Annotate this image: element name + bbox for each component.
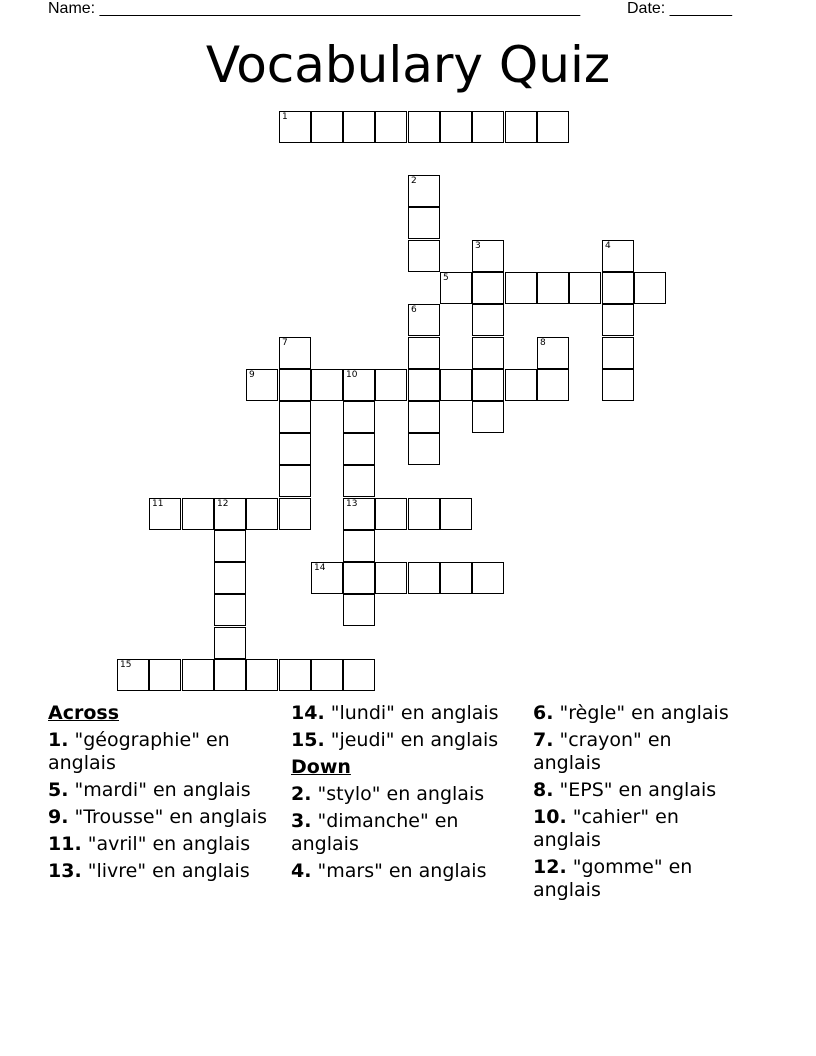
crossword-cell[interactable] xyxy=(537,111,569,143)
crossword-cell[interactable] xyxy=(602,369,634,401)
crossword-cell[interactable] xyxy=(343,659,375,691)
crossword-cell[interactable] xyxy=(602,240,634,272)
page-title: Vocabulary Quiz xyxy=(205,36,611,94)
cell-number: 5 xyxy=(443,273,449,283)
crossword-cell[interactable] xyxy=(408,111,440,143)
crossword-cell[interactable] xyxy=(343,562,375,594)
clue-across-11 xyxy=(48,833,278,856)
crossword-cell[interactable] xyxy=(472,240,504,272)
crossword-cell[interactable] xyxy=(602,304,634,336)
crossword-cell[interactable] xyxy=(214,659,246,691)
crossword-cell[interactable] xyxy=(311,659,343,691)
crossword-cell[interactable] xyxy=(343,465,375,497)
crossword-cell[interactable] xyxy=(343,594,375,626)
crossword-cell[interactable] xyxy=(408,498,440,530)
crossword-cell[interactable] xyxy=(182,498,214,530)
crossword-cell[interactable] xyxy=(440,111,472,143)
crossword-cell[interactable] xyxy=(472,337,504,369)
crossword-cell[interactable] xyxy=(505,272,537,304)
crossword-cell[interactable] xyxy=(214,594,246,626)
crossword-cell[interactable] xyxy=(246,659,278,691)
clue-down-8 xyxy=(533,779,743,802)
across-heading: Across xyxy=(48,702,120,724)
clue-text: "livre" en anglais xyxy=(81,860,250,882)
crossword-cell[interactable] xyxy=(214,562,246,594)
crossword-cell[interactable] xyxy=(408,369,440,401)
crossword-cell[interactable] xyxy=(569,272,601,304)
crossword-cell[interactable] xyxy=(182,659,214,691)
crossword-cell[interactable] xyxy=(149,659,181,691)
clue-across-13 xyxy=(48,860,278,883)
cell-number: 11 xyxy=(152,499,164,509)
crossword-cell[interactable] xyxy=(279,369,311,401)
crossword-cell[interactable] xyxy=(279,111,311,143)
cell-number: 9 xyxy=(249,370,255,380)
clue-text: "stylo" en anglais xyxy=(311,783,485,805)
crossword-cell[interactable] xyxy=(408,433,440,465)
cell-number: 10 xyxy=(346,370,358,380)
crossword-cell[interactable] xyxy=(375,498,407,530)
clue-number: 8. xyxy=(533,779,554,801)
crossword-cell[interactable] xyxy=(408,175,440,207)
clue-text: "EPS" en anglais xyxy=(553,779,717,801)
clue-down-10 xyxy=(533,806,743,852)
cell-number: 15 xyxy=(120,660,132,670)
cell-number: 6 xyxy=(411,305,417,315)
cell-number: 14 xyxy=(314,563,326,573)
cell-number: 13 xyxy=(346,499,358,509)
clue-number: 1. xyxy=(48,729,69,751)
crossword-cell[interactable] xyxy=(634,272,666,304)
clue-number: 6. xyxy=(533,702,554,724)
clue-number: 9. xyxy=(48,806,69,828)
crossword-cell[interactable] xyxy=(602,337,634,369)
clue-text: "géographie" en anglais xyxy=(48,729,230,774)
crossword-cell[interactable] xyxy=(311,111,343,143)
crossword-cell[interactable] xyxy=(279,659,311,691)
crossword-cell[interactable] xyxy=(214,498,246,530)
crossword-cell[interactable] xyxy=(279,465,311,497)
crossword-cell[interactable] xyxy=(537,272,569,304)
crossword-cell[interactable] xyxy=(375,369,407,401)
crossword-cell[interactable] xyxy=(472,401,504,433)
crossword-cell[interactable] xyxy=(472,111,504,143)
crossword-cell[interactable] xyxy=(440,272,472,304)
clue-text: "avril" en anglais xyxy=(81,833,251,855)
clue-down-7 xyxy=(533,729,743,775)
crossword-cell[interactable] xyxy=(343,401,375,433)
crossword-cell[interactable] xyxy=(472,272,504,304)
crossword-cell[interactable] xyxy=(311,562,343,594)
clue-text: "jeudi" en anglais xyxy=(324,729,499,751)
clue-number: 10. xyxy=(533,806,567,828)
clue-number: 12. xyxy=(533,856,567,878)
cell-number: 3 xyxy=(475,241,481,251)
clue-down-6 xyxy=(533,702,743,725)
crossword-cell[interactable] xyxy=(149,498,181,530)
crossword-cell[interactable] xyxy=(440,498,472,530)
clue-number: 7. xyxy=(533,729,554,751)
clue-column-1 xyxy=(48,702,278,887)
cell-number: 8 xyxy=(540,338,546,348)
crossword-cell[interactable] xyxy=(279,498,311,530)
crossword-cell[interactable] xyxy=(279,401,311,433)
crossword-cell[interactable] xyxy=(408,207,440,239)
crossword-cell[interactable] xyxy=(408,401,440,433)
crossword-cell[interactable] xyxy=(343,433,375,465)
clue-down-12 xyxy=(533,856,743,902)
crossword-cell[interactable] xyxy=(408,337,440,369)
clue-text: "crayon" en anglais xyxy=(533,729,672,774)
clue-text: "Trousse" en anglais xyxy=(68,806,267,828)
cell-number: 4 xyxy=(605,241,611,251)
crossword-cell[interactable] xyxy=(343,530,375,562)
cell-number: 2 xyxy=(411,176,417,186)
clue-across-1 xyxy=(48,729,278,775)
crossword-cell[interactable] xyxy=(408,562,440,594)
crossword-cell[interactable] xyxy=(375,111,407,143)
crossword-cell[interactable] xyxy=(214,530,246,562)
clue-down-3 xyxy=(291,810,521,856)
crossword-cell[interactable] xyxy=(375,562,407,594)
clue-number: 5. xyxy=(48,779,69,801)
crossword-cell[interactable] xyxy=(279,433,311,465)
clue-text: "lundi" en anglais xyxy=(324,702,499,724)
crossword-cell[interactable] xyxy=(472,562,504,594)
date-field-label: Date: _______ xyxy=(627,0,732,17)
clue-number: 3. xyxy=(291,810,312,832)
clue-across-15 xyxy=(291,729,521,752)
down-heading: Down xyxy=(291,756,351,778)
clue-column-2 xyxy=(291,702,521,887)
crossword-cell[interactable] xyxy=(343,498,375,530)
crossword-cell[interactable] xyxy=(505,111,537,143)
clue-column-3 xyxy=(533,702,743,906)
crossword-cell[interactable] xyxy=(343,369,375,401)
clue-across-14 xyxy=(291,702,521,725)
clue-text: "dimanche" en anglais xyxy=(291,810,459,855)
crossword-cell[interactable] xyxy=(117,659,149,691)
clue-number: 2. xyxy=(291,783,312,805)
crossword-cell[interactable] xyxy=(440,369,472,401)
clue-down-4 xyxy=(291,860,521,883)
crossword-cell[interactable] xyxy=(279,337,311,369)
crossword-cell[interactable] xyxy=(311,369,343,401)
clue-number: 14. xyxy=(291,702,325,724)
crossword-cell[interactable] xyxy=(440,562,472,594)
crossword-cell[interactable] xyxy=(246,498,278,530)
clue-number: 4. xyxy=(291,860,312,882)
crossword-cell[interactable] xyxy=(214,627,246,659)
clue-number: 15. xyxy=(291,729,325,751)
crossword-cell[interactable] xyxy=(472,369,504,401)
crossword-cell[interactable] xyxy=(537,337,569,369)
clue-text: "mars" en anglais xyxy=(311,860,487,882)
clue-across-5 xyxy=(48,779,278,802)
crossword-cell[interactable] xyxy=(537,369,569,401)
clue-across-9 xyxy=(48,806,278,829)
crossword-cell[interactable] xyxy=(472,304,504,336)
crossword-cell[interactable] xyxy=(602,272,634,304)
clue-text: "gomme" en anglais xyxy=(533,856,693,901)
cell-number: 12 xyxy=(217,499,229,509)
clue-down-2 xyxy=(291,783,521,806)
name-field-label: Name: ______________________________________________________ xyxy=(48,0,581,17)
crossword-cell[interactable] xyxy=(408,304,440,336)
crossword-cell[interactable] xyxy=(246,369,278,401)
cell-number: 1 xyxy=(282,112,288,122)
clue-number: 11. xyxy=(48,833,82,855)
clue-text: "cahier" en anglais xyxy=(533,806,679,851)
clue-number: 13. xyxy=(48,860,82,882)
clue-text: "mardi" en anglais xyxy=(68,779,251,801)
crossword-cell[interactable] xyxy=(408,240,440,272)
crossword-cell[interactable] xyxy=(343,111,375,143)
cell-number: 7 xyxy=(282,338,288,348)
clue-text: "règle" en anglais xyxy=(553,702,729,724)
crossword-cell[interactable] xyxy=(505,369,537,401)
